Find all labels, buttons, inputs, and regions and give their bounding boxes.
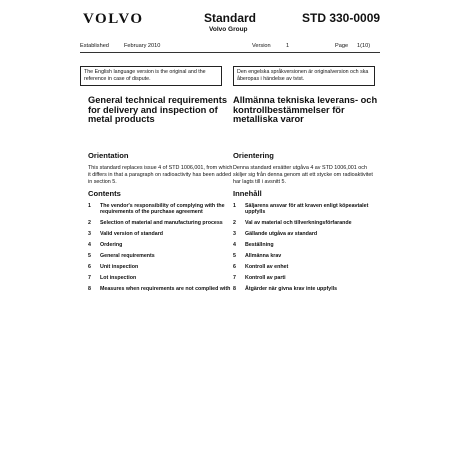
contents-item-number: 4	[233, 242, 236, 249]
contents-item	[88, 275, 238, 281]
page-label: Page	[335, 43, 349, 49]
contents-item	[88, 242, 238, 248]
orientation-heading-sv: Orientering	[233, 151, 274, 160]
orientation-text-en: This standard replaces issue 4 of STD 1006,001, from which it differs in that a paragraph on radioactivity has been added in section 5.	[88, 165, 233, 185]
contents-item-text: Åtgärder när givna krav inte uppfylls	[245, 286, 338, 293]
contents-item-number: 2	[233, 220, 236, 227]
page-number: 1(10)	[357, 43, 371, 49]
contents-item-text: Valid version of standard	[100, 231, 163, 238]
contents-item-text: Kontroll av parti	[245, 275, 286, 282]
contents-item	[233, 253, 383, 259]
contents-item	[88, 264, 238, 270]
contents-heading-en: Contents	[88, 189, 121, 198]
contents-item-number: 8	[88, 286, 91, 293]
contents-item-text: Unit inspection	[100, 264, 139, 271]
contents-item	[88, 203, 238, 216]
contents-item-text: Kontroll av enhet	[245, 264, 289, 271]
contents-item-number: 3	[233, 231, 236, 238]
title-en: General technical requirements for delivery and inspection of metal products	[88, 95, 227, 125]
contents-item-text: Gällande utgåva av standard	[245, 231, 318, 238]
contents-item-number: 3	[88, 231, 91, 238]
header-divider	[80, 52, 380, 53]
contents-item	[88, 286, 238, 292]
version-label: Version	[252, 43, 271, 49]
contents-item-text: Selection of material and manufacturing process	[100, 220, 223, 227]
version-number: 1	[286, 43, 290, 49]
contents-item-number: 1	[88, 203, 91, 209]
standard-subtitle: Volvo Group	[209, 26, 248, 33]
contents-item-text: Val av material och tillverkningsförfarande	[245, 220, 352, 227]
contents-item-text: Measures when requirements are not complied with	[100, 286, 231, 293]
contents-item	[233, 275, 383, 281]
contents-item-text: The vendor's responsibility of complying with the requirements of the purchase agreement	[100, 203, 225, 216]
volvo-logo: VOLVO	[83, 11, 144, 27]
contents-item	[233, 220, 383, 226]
contents-item-number: 7	[88, 275, 91, 282]
standard-title: Standard	[204, 11, 257, 25]
contents-item-number: 2	[88, 220, 91, 227]
contents-item-number: 5	[233, 253, 236, 260]
established-date: February 2010	[124, 43, 161, 49]
contents-item	[233, 242, 383, 248]
contents-item-text: Lot inspection	[100, 275, 137, 282]
contents-item-number: 7	[233, 275, 236, 282]
contents-item	[88, 231, 238, 237]
contents-list-sv	[233, 203, 383, 297]
contents-item-text: Ordering	[100, 242, 123, 249]
contents-item	[233, 286, 383, 292]
contents-item-text: Allmänna krav	[245, 253, 282, 260]
established-label: Established	[80, 43, 109, 49]
contents-item-number: 8	[233, 286, 236, 293]
contents-item-number: 5	[88, 253, 91, 260]
contents-item	[233, 203, 383, 216]
orientation-heading-en: Orientation	[88, 151, 129, 160]
contents-item-number: 4	[88, 242, 91, 249]
contents-item	[88, 220, 238, 226]
contents-heading-sv: Innehåll	[233, 189, 262, 198]
contents-item-number: 6	[233, 264, 236, 271]
contents-item-text: General requirements	[100, 253, 155, 260]
title-sv: Allmänna tekniska leverans- och kontrollbestämmelser för metalliska varor	[233, 95, 378, 125]
contents-item-text: Beställning	[245, 242, 274, 249]
notice-box-en: The English language version is the original and the reference in case of dispute.	[80, 66, 222, 86]
contents-item	[233, 231, 383, 237]
contents-item	[88, 253, 238, 259]
standard-number: STD 330-0009	[302, 11, 381, 25]
contents-item-number: 6	[88, 264, 91, 271]
orientation-text-sv: Denna standard ersätter utgåva 4 av STD 1006,001 och skiljer sig från denna genom att ett stycke om radioaktivitet har lagts till i avsnitt 5.	[233, 165, 373, 185]
contents-item-number: 1	[233, 203, 236, 209]
contents-item-text: Säljarens ansvar för att kraven enligt köpeavtalet uppfylls	[245, 203, 369, 216]
contents-item	[233, 264, 383, 270]
notice-box-sv: Den engelska språkversionen är originalversion och ska åberopas i händelse av tvist.	[233, 66, 375, 86]
contents-list-en	[88, 203, 238, 297]
